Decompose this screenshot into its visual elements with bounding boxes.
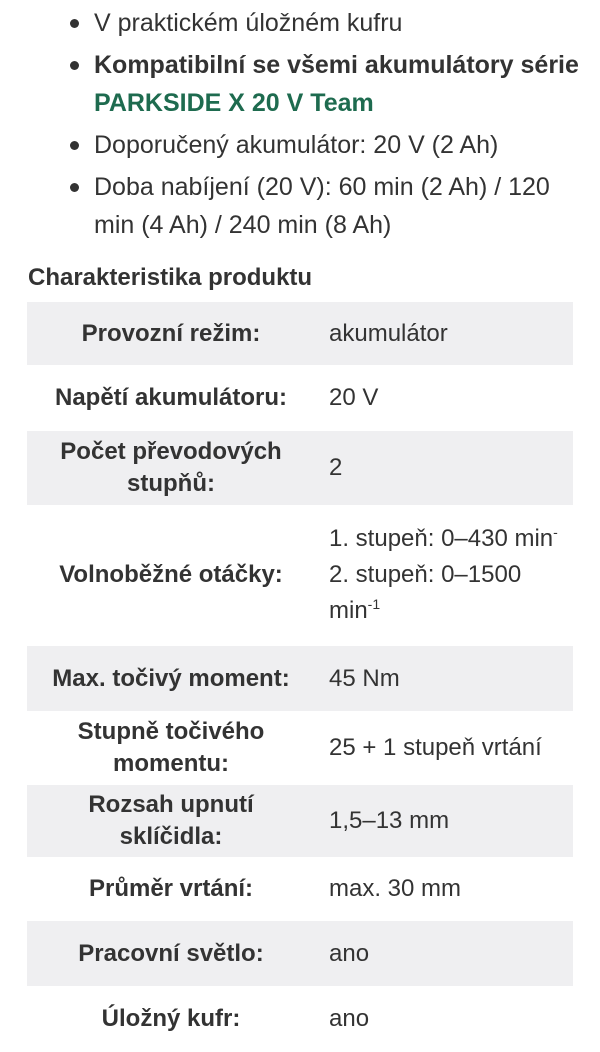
feature-text: Doporučený akumulátor: 20 V (2 Ah) [94,131,499,159]
speed-2-text: 2. stupeň: 0–1500 min [329,560,522,624]
table-row [27,365,573,431]
spec-value: ano [329,1005,370,1032]
spec-value: max. 30 mm [329,875,462,902]
bullet-dot-icon [70,183,79,192]
spec-value: 20 V [329,384,379,411]
spec-key: Max. točivý moment: [27,645,315,711]
spec-value: 2 [315,431,573,505]
spec-value: 45 Nm [315,645,573,711]
table-row [27,986,573,1052]
unit-exponent: - [553,523,558,540]
spec-key: Pracovní světlo: [27,921,315,986]
feature-text: V praktickém úložném kufru [94,9,403,37]
spec-value: akumulátor [315,302,573,365]
spec-key: Napětí akumulátoru: [54,384,288,411]
spec-value: 1,5–13 mm [315,785,573,857]
spec-key: Průměr vrtání: [88,875,254,902]
spec-key: Úložný kufr: [101,1005,241,1032]
table-row [27,645,573,711]
feature-text: Kompatibilní se všemi akumulátory série [94,51,579,79]
spec-value: 25 + 1 stupeň vrtání [329,734,542,761]
speed-1-text: 1. stupeň: 0–430 min [329,524,554,552]
list-item [0,4,600,42]
spec-table [27,302,573,1052]
feature-list [0,4,600,248]
spec-key: Volnoběžné otáčky: [59,560,283,588]
table-row [27,921,573,986]
spec-key: Počet převodových stupňů: [27,431,315,505]
spec-value-multiline [315,505,573,645]
list-item [0,168,600,244]
list-item [0,126,600,164]
spec-key: Provozní režim: [27,302,315,365]
spec-key: Stupně točivého momentu: [77,718,265,777]
unit-exponent: -1 [367,595,381,612]
bullet-dot-icon [70,19,79,28]
table-row [27,302,573,365]
table-row [27,785,573,857]
list-item [0,46,600,122]
section-title: Charakteristika produktu [28,264,313,291]
brand-link[interactable]: PARKSIDE X 20 V Team [94,89,374,117]
table-row [27,505,573,645]
spec-key: Rozsah upnutí sklíčidla: [27,785,315,857]
table-row [27,711,573,785]
bullet-dot-icon [70,141,79,150]
bullet-dot-icon [70,61,79,70]
table-row [27,857,573,921]
table-row [27,431,573,505]
feature-text: Doba nabíjení (20 V): 60 min (2 Ah) / 120 min (4 Ah) / 240 min (8 Ah) [94,173,550,239]
spec-value: ano [315,921,573,986]
